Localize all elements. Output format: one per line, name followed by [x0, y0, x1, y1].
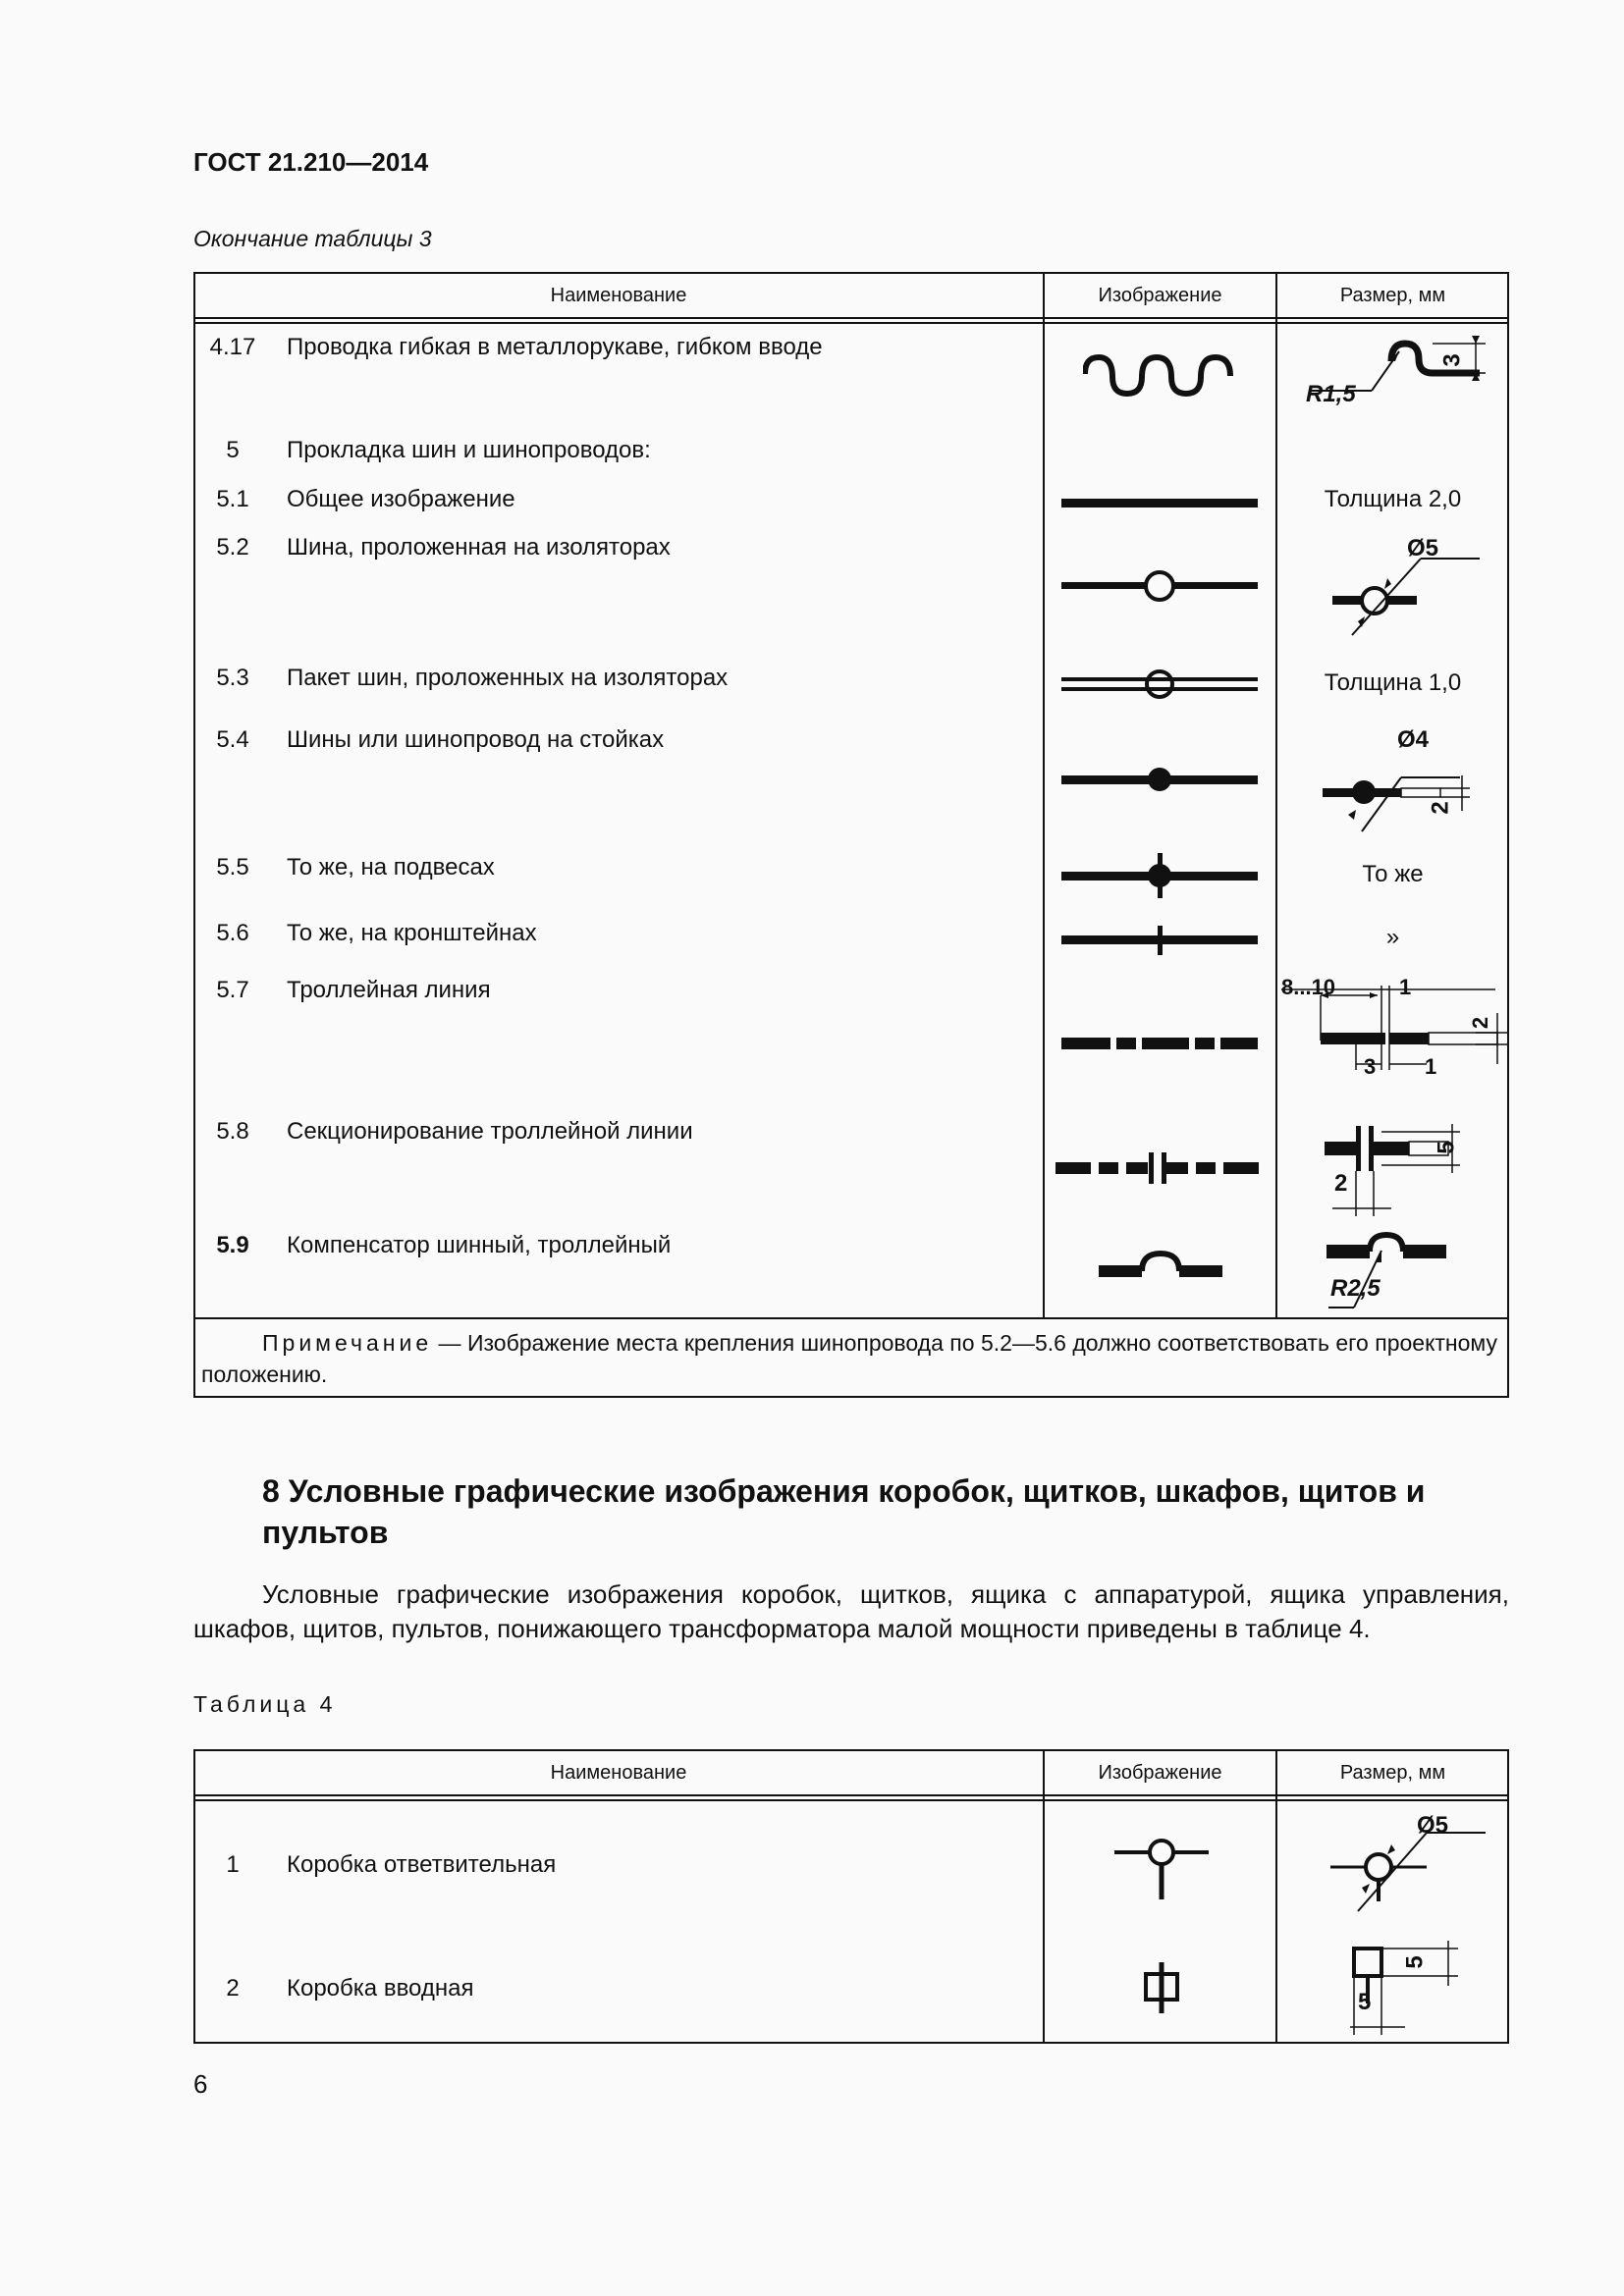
- branch-box-icon: [1112, 1833, 1211, 1901]
- dimension-label: 3: [1438, 353, 1466, 367]
- double-line-circle-icon: [1061, 665, 1258, 704]
- row-number: 5.3: [216, 665, 249, 691]
- branch-dimension-icon: [1328, 1823, 1495, 1921]
- row-number: 4.17: [209, 334, 256, 360]
- compensator-icon: [1099, 1249, 1222, 1288]
- column-header-image: Изображение: [1098, 285, 1222, 306]
- dimension-label: 5: [1401, 1955, 1429, 1969]
- line-tick-icon: [1061, 920, 1258, 959]
- row-name: Шина, проложенная на изоляторах: [287, 534, 671, 561]
- row-number: 2: [226, 1975, 240, 2002]
- dimension-label: 2: [1427, 801, 1454, 815]
- page-header: ГОСТ 21.210—2014: [193, 147, 429, 177]
- sectioning-icon: [1056, 1148, 1264, 1188]
- row-number: 5.9: [216, 1232, 249, 1258]
- row-name: Пакет шин, проложенных на изоляторах: [287, 665, 729, 691]
- row-number: 5.4: [216, 726, 249, 753]
- compensator-dimension-icon: [1325, 1229, 1472, 1317]
- continuation-caption: Окончание таблицы 3: [193, 226, 432, 251]
- row-name: Проводка гибкая в металлорукаве, гибком вводе: [287, 334, 823, 360]
- thick-line-icon: [1061, 488, 1258, 517]
- table-note: [201, 1327, 1497, 1390]
- dimension-label: 5: [1358, 1989, 1372, 2015]
- dimension-label: Ø4: [1397, 726, 1430, 753]
- dimension-label: R1,5: [1306, 381, 1356, 407]
- line-dot-tick-icon: [1061, 851, 1258, 900]
- dimension-label: 2: [1334, 1170, 1348, 1197]
- dimension-label: Ø5: [1417, 1812, 1449, 1839]
- note-label: Примечание: [262, 1330, 433, 1356]
- column-header-image: Изображение: [1098, 1762, 1222, 1784]
- size-value: »: [1385, 924, 1400, 950]
- row-name: Прокладка шин и шинопроводов:: [287, 437, 651, 463]
- row-number: 5.6: [216, 920, 249, 946]
- table-3: [193, 272, 1509, 1398]
- section-title: 8 Условные графические изображения коробок, щитков, шкафов, щитов и пультов: [262, 1473, 1426, 1550]
- row-number: 1: [226, 1851, 240, 1878]
- page-number: 6: [193, 2069, 208, 2099]
- row-name: То же, на подвесах: [287, 854, 495, 881]
- row-name: Коробка вводная: [287, 1975, 474, 2002]
- row-number: 5.1: [216, 486, 249, 512]
- row-name: Троллейная линия: [287, 977, 491, 1003]
- dimension-label: R2,5: [1330, 1275, 1380, 1302]
- dimension-label: 1: [1425, 1054, 1437, 1079]
- dimension-label: 1: [1399, 975, 1412, 999]
- row-number: 5.8: [216, 1118, 249, 1145]
- size-value: То же: [1362, 861, 1424, 887]
- table-4: [193, 1749, 1509, 2044]
- paragraph-text: Условные графические изображения коробок, щитков, ящика с аппаратурой, ящика управления, шкафов, щитов, пультов, понижающего трансформатора малой мощности приведены в таблице 4.: [193, 1579, 1509, 1643]
- input-box-icon: [1141, 1960, 1182, 2015]
- row-number: 5.2: [216, 534, 249, 561]
- row-number: 5.5: [216, 854, 249, 881]
- dimension-label: 2: [1468, 1016, 1493, 1030]
- column-header-name: Наименование: [550, 285, 687, 306]
- row-name: Компенсатор шинный, троллейный: [287, 1232, 672, 1258]
- column-header-size: Размер, мм: [1339, 285, 1446, 306]
- line-with-circle-icon: [1061, 566, 1258, 606]
- note-text: — Изображение места крепления шинопровода по 5.2—5.6 должно соответствовать его проектному положению.: [201, 1330, 1497, 1387]
- size-value: Толщина 2,0: [1324, 486, 1462, 512]
- dimension-label: 5: [1433, 1141, 1460, 1154]
- line-with-dot-icon: [1061, 760, 1258, 799]
- row-name: Шины или шинопровод на стойках: [287, 726, 665, 753]
- table-4-caption: Таблица 4: [193, 1691, 337, 1717]
- dashed-bus-icon: [1061, 1028, 1258, 1057]
- dimension-label: Ø5: [1407, 535, 1439, 561]
- wavy-line-icon: [1083, 352, 1240, 401]
- section-paragraph: [193, 1577, 1509, 1646]
- row-name: То же, на кронштейнах: [287, 920, 537, 946]
- row-name: Общее изображение: [287, 486, 515, 512]
- dimension-label: 3: [1364, 1054, 1377, 1079]
- row-name: Коробка ответвительная: [287, 1851, 557, 1878]
- row-number: 5.7: [216, 977, 249, 1003]
- column-header-name: Наименование: [550, 1762, 687, 1784]
- flex-dimension-icon: [1301, 334, 1507, 422]
- row-number: 5: [226, 437, 240, 463]
- dimension-label: 8...10: [1281, 975, 1336, 999]
- size-value: Толщина 1,0: [1324, 669, 1462, 696]
- column-header-size: Размер, мм: [1339, 1762, 1446, 1784]
- row-name: Секционирование троллейной линии: [287, 1118, 693, 1145]
